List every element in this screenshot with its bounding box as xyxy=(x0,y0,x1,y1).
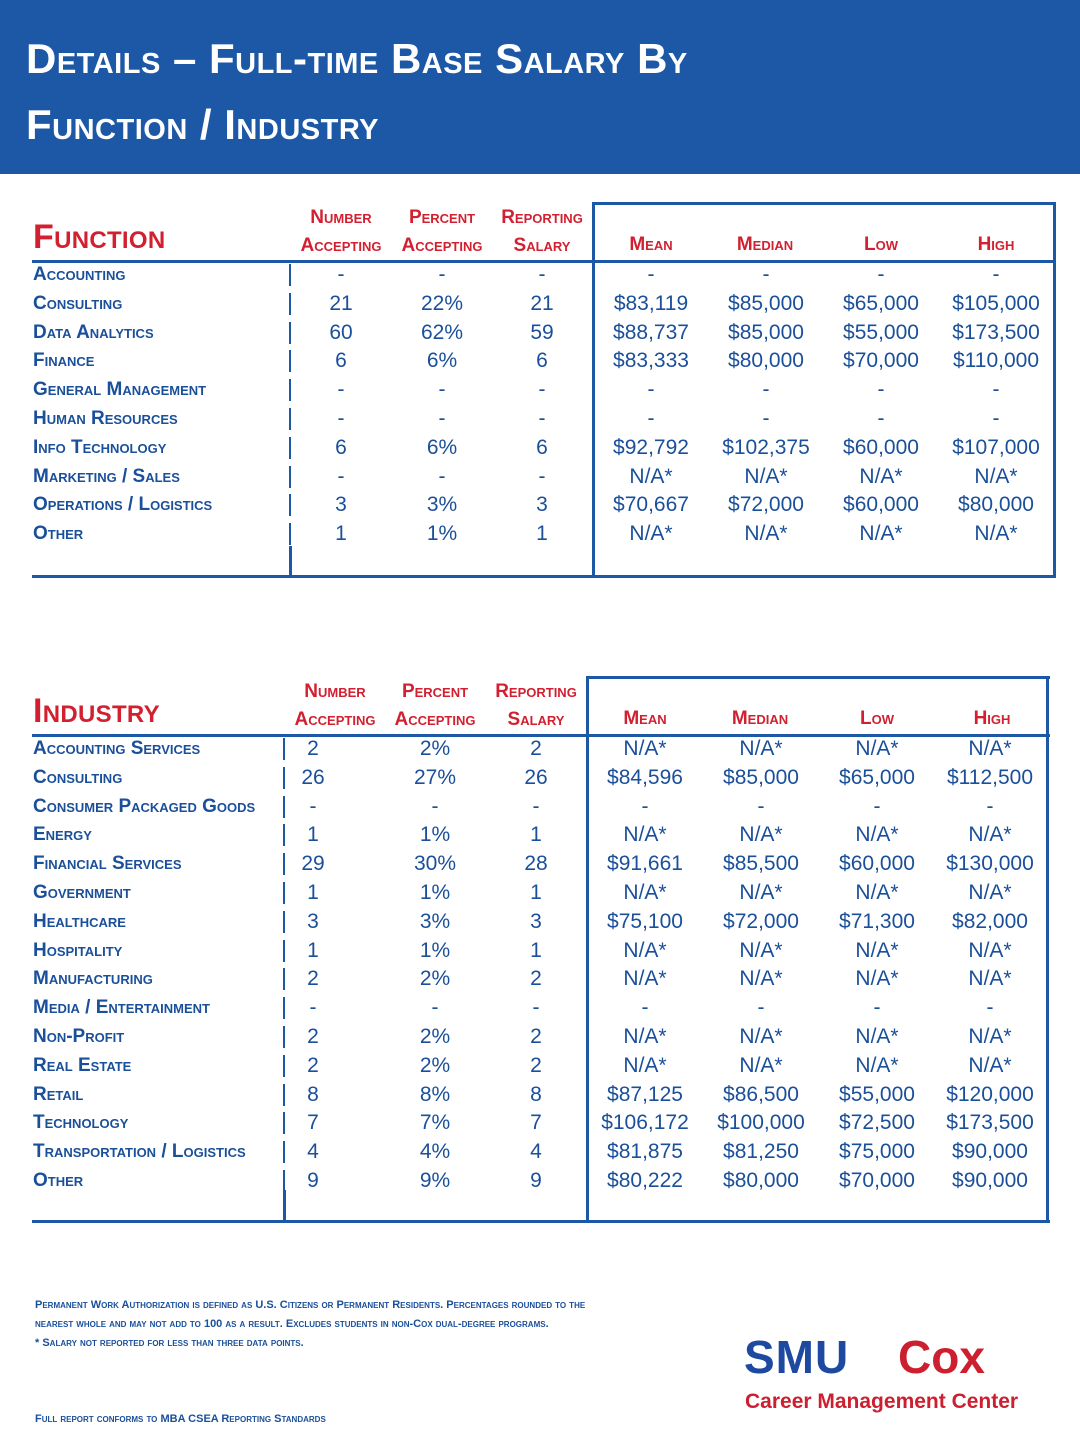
cell-low: - xyxy=(877,407,885,430)
cell-median: $100,000 xyxy=(717,1111,805,1135)
table-row xyxy=(0,1022,1080,1051)
cell-number: - xyxy=(337,464,345,488)
salary-divider-tick xyxy=(586,824,588,846)
cell-number: 6 xyxy=(335,349,347,373)
cell-low: $70,000 xyxy=(843,349,919,373)
cell-low: - xyxy=(877,263,885,286)
cell-number: 2 xyxy=(307,1053,319,1077)
cell-reporting: 6 xyxy=(536,435,548,459)
page-title xyxy=(26,26,688,158)
salary-divider-tick xyxy=(586,738,588,760)
cell-median: $81,250 xyxy=(723,1140,799,1164)
cell-reporting: - xyxy=(532,794,540,818)
table-row xyxy=(0,936,1080,965)
cell-reporting: - xyxy=(532,996,540,1020)
table-row xyxy=(0,490,1080,519)
footnote-authorization: Permanent Work Authorization is defined as U.S. Citizens or Permanent Residents. Percentages rounded to the xyxy=(35,1299,586,1311)
cell-mean: $75,100 xyxy=(607,909,683,933)
salary-divider-tick xyxy=(586,968,588,990)
salary-divider-tick xyxy=(592,494,594,516)
cell-mean: N/A* xyxy=(629,522,673,546)
page-title-line-1: Details – Full-time Base Salary By xyxy=(26,35,688,82)
table-row xyxy=(0,993,1080,1022)
cell-low: N/A* xyxy=(855,881,899,904)
cell-high: N/A* xyxy=(968,737,1012,760)
table-row xyxy=(0,260,1080,289)
table-row xyxy=(0,519,1080,548)
cell-number: - xyxy=(337,378,345,402)
salary-divider-tick xyxy=(592,466,594,488)
bottom-rule xyxy=(32,1220,1050,1223)
cell-median: - xyxy=(757,794,765,818)
cell-number: - xyxy=(337,263,345,286)
cell-number: 21 xyxy=(329,291,353,315)
cell-reporting: 2 xyxy=(530,737,542,760)
row-label: Consulting xyxy=(33,766,123,788)
cell-mean: N/A* xyxy=(623,1053,667,1077)
header-reporting-salary: Reporting Salary xyxy=(495,681,577,730)
salary-divider-tick xyxy=(586,911,588,933)
cell-reporting: - xyxy=(538,464,546,488)
cell-median: $85,000 xyxy=(728,320,804,344)
row-label: General Management xyxy=(33,379,207,401)
cell-number: 1 xyxy=(335,522,347,546)
row-label: Other xyxy=(33,1170,84,1191)
cell-percent: 62% xyxy=(420,320,464,344)
cell-reporting: 3 xyxy=(530,909,542,933)
row-label: Manufacturing xyxy=(33,968,153,990)
row-label: Healthcare xyxy=(33,910,126,932)
cell-percent: 27% xyxy=(413,765,457,789)
salary-divider-tick xyxy=(586,1170,588,1192)
cell-percent: 3% xyxy=(426,493,458,517)
cell-low: $65,000 xyxy=(843,291,919,315)
cell-mean: N/A* xyxy=(623,967,667,991)
salary-divider-tick xyxy=(592,293,594,315)
function-table-title: Function xyxy=(33,218,166,256)
header-number-accepting: Number Accepting xyxy=(294,681,376,730)
cell-high: $105,000 xyxy=(952,291,1040,315)
cell-median: N/A* xyxy=(739,881,783,904)
row-label: Technology xyxy=(33,1112,129,1134)
table-row xyxy=(0,1051,1080,1080)
page-title-line-2: Function / Industry xyxy=(26,101,380,148)
cell-low: N/A* xyxy=(855,938,899,962)
cell-mean: N/A* xyxy=(623,1025,667,1048)
cell-median: $80,000 xyxy=(723,1169,799,1192)
cell-reporting: 1 xyxy=(530,823,542,847)
cell-mean: $87,125 xyxy=(607,1082,683,1106)
row-label: Transportation / Logistics xyxy=(33,1141,246,1163)
row-label: Financial Services xyxy=(33,853,182,875)
table-row xyxy=(0,792,1080,821)
cell-low: - xyxy=(873,996,881,1020)
table-row xyxy=(0,964,1080,993)
cell-low: $72,500 xyxy=(839,1111,915,1135)
cell-mean: $81,875 xyxy=(607,1140,683,1164)
cell-median: N/A* xyxy=(744,522,788,546)
cell-reporting: 4 xyxy=(530,1140,542,1164)
cell-mean: $70,667 xyxy=(613,493,689,517)
cell-reporting: 3 xyxy=(536,493,548,517)
row-label: Other xyxy=(33,523,84,545)
cell-number: 7 xyxy=(307,1111,319,1135)
cell-percent: 3% xyxy=(419,909,451,933)
cell-reporting: 21 xyxy=(530,291,554,315)
cell-median: N/A* xyxy=(739,938,783,962)
cell-mean: - xyxy=(647,407,655,430)
header-number-accepting: Number Accepting xyxy=(300,207,382,256)
salary-divider-tick xyxy=(586,796,588,818)
header-mean: Mean xyxy=(623,708,667,729)
row-label: Retail xyxy=(33,1083,84,1105)
cell-percent: - xyxy=(438,263,446,286)
bottom-rule xyxy=(32,575,1056,578)
cell-high: $82,000 xyxy=(952,909,1028,933)
cell-low: $55,000 xyxy=(839,1082,915,1106)
cell-number: 26 xyxy=(301,765,325,789)
header-high: High xyxy=(973,708,1011,729)
salary-divider-tick xyxy=(586,1084,588,1106)
cell-median: - xyxy=(762,407,770,430)
cell-percent: 9% xyxy=(419,1169,451,1192)
cell-percent: - xyxy=(431,794,439,818)
table-row xyxy=(0,433,1080,462)
cell-median: $72,000 xyxy=(723,909,799,933)
row-label: Accounting xyxy=(33,264,126,285)
cell-high: - xyxy=(992,407,1000,430)
table-row xyxy=(0,907,1080,936)
cell-number: 29 xyxy=(301,852,325,876)
cell-low: $70,000 xyxy=(839,1169,915,1192)
cell-number: 2 xyxy=(307,737,319,760)
cell-median: $85,000 xyxy=(728,291,804,315)
cell-number: - xyxy=(309,794,317,818)
cell-reporting: 7 xyxy=(530,1111,542,1135)
cell-mean: $88,737 xyxy=(613,320,689,344)
table-row xyxy=(0,734,1080,763)
row-label: Consumer Packaged Goods xyxy=(33,795,256,817)
cell-high: N/A* xyxy=(974,522,1018,546)
salary-divider-tick xyxy=(592,322,594,344)
cell-high: N/A* xyxy=(974,464,1018,488)
footnote-salary-threshold: * Salary not reported for less than three data points. xyxy=(35,1337,304,1349)
cell-median: N/A* xyxy=(739,823,783,847)
cell-high: N/A* xyxy=(968,938,1012,962)
salary-divider-tick xyxy=(586,1141,588,1163)
row-label: Human Resources xyxy=(33,408,178,429)
salary-divider-tick xyxy=(592,350,594,372)
cell-median: N/A* xyxy=(739,737,783,760)
cell-reporting: 9 xyxy=(530,1169,542,1192)
cell-high: - xyxy=(986,794,994,818)
header-median: Median xyxy=(731,708,789,729)
cell-median: N/A* xyxy=(739,1053,783,1077)
row-label: Hospitality xyxy=(33,939,123,961)
cell-low: N/A* xyxy=(859,464,903,488)
cell-reporting: 1 xyxy=(530,881,542,904)
cell-percent: 2% xyxy=(419,737,451,760)
salary-divider-tick xyxy=(586,1026,588,1048)
cell-percent: 1% xyxy=(419,938,451,962)
salary-divider-tick xyxy=(592,379,594,401)
cell-high: - xyxy=(992,263,1000,286)
salary-divider-tick xyxy=(586,940,588,962)
cell-high: N/A* xyxy=(968,967,1012,991)
cell-median: $85,500 xyxy=(723,852,799,876)
label-divider-bottom xyxy=(289,546,292,576)
cell-reporting: 1 xyxy=(536,522,548,546)
cell-mean: N/A* xyxy=(629,464,673,488)
header-reporting-salary: Reporting Salary xyxy=(501,207,583,256)
cell-low: N/A* xyxy=(855,737,899,760)
cell-low: $55,000 xyxy=(843,320,919,344)
top-rule xyxy=(592,202,1056,205)
cell-mean: $83,119 xyxy=(613,291,689,315)
cell-low: $75,000 xyxy=(839,1140,915,1164)
cell-median: - xyxy=(762,263,770,286)
cell-median: N/A* xyxy=(739,967,783,991)
cell-high: $130,000 xyxy=(946,852,1034,876)
table-row xyxy=(0,1080,1080,1109)
row-label: Finance xyxy=(33,350,95,372)
salary-divider-tick xyxy=(586,1055,588,1077)
cell-reporting: - xyxy=(538,378,546,402)
cell-percent: - xyxy=(438,378,446,402)
cell-median: $80,000 xyxy=(728,349,804,373)
cell-median: $102,375 xyxy=(722,435,810,459)
function-table xyxy=(0,200,1080,580)
cell-high: - xyxy=(992,378,1000,402)
cell-high: $120,000 xyxy=(946,1082,1034,1106)
cell-high: N/A* xyxy=(968,823,1012,847)
cell-median: N/A* xyxy=(744,464,788,488)
cell-high: $173,500 xyxy=(946,1111,1034,1135)
cell-percent: 4% xyxy=(419,1140,451,1164)
cell-high: $90,000 xyxy=(952,1140,1028,1164)
cell-median: $85,000 xyxy=(723,765,799,789)
cell-mean: $80,222 xyxy=(607,1169,683,1192)
row-label: Energy xyxy=(33,824,92,846)
salary-divider-tick xyxy=(586,1112,588,1134)
cell-number: 60 xyxy=(329,320,353,344)
cell-low: N/A* xyxy=(855,1025,899,1048)
logo-subtitle: Career Management Center xyxy=(745,1390,1019,1413)
cell-number: 3 xyxy=(335,493,347,517)
cell-mean: - xyxy=(647,378,655,402)
cell-mean: - xyxy=(641,996,649,1020)
cell-low: $60,000 xyxy=(839,852,915,876)
cell-percent: 22% xyxy=(420,291,464,315)
cell-low: $65,000 xyxy=(839,765,915,789)
salary-divider-tick xyxy=(592,264,594,286)
cell-percent: 6% xyxy=(426,349,458,373)
cell-median: $86,500 xyxy=(723,1082,799,1106)
logo-cox-text: Cox xyxy=(898,1331,985,1383)
table-row xyxy=(0,878,1080,907)
cell-reporting: 2 xyxy=(530,967,542,991)
table-row xyxy=(0,404,1080,433)
salary-divider-tick xyxy=(592,523,594,545)
cell-number: 8 xyxy=(307,1082,319,1106)
cell-percent: 2% xyxy=(419,1053,451,1077)
cell-mean: N/A* xyxy=(623,823,667,847)
salary-divider-tick xyxy=(586,997,588,1019)
cell-high: $90,000 xyxy=(952,1169,1028,1192)
row-label: Government xyxy=(33,882,131,903)
cell-reporting: - xyxy=(538,263,546,286)
table-row xyxy=(0,820,1080,849)
salary-divider-tick xyxy=(586,853,588,875)
cell-percent: 1% xyxy=(426,522,458,546)
cell-percent: 8% xyxy=(419,1082,451,1106)
cell-percent: 1% xyxy=(419,881,451,904)
table-row xyxy=(0,375,1080,404)
cell-percent: 6% xyxy=(426,435,458,459)
cell-high: N/A* xyxy=(968,881,1012,904)
cell-high: $112,500 xyxy=(946,765,1034,789)
header-percent-accepting: Percent Accepting xyxy=(394,681,476,730)
cell-mean: $92,792 xyxy=(613,435,689,459)
salary-divider-tick xyxy=(592,437,594,459)
table-row xyxy=(0,462,1080,491)
cell-percent: 30% xyxy=(413,852,457,876)
cell-low: $60,000 xyxy=(843,493,919,517)
cell-percent: - xyxy=(438,464,446,488)
cell-mean: N/A* xyxy=(623,737,667,760)
cell-mean: $106,172 xyxy=(601,1111,689,1135)
top-rule xyxy=(586,676,1050,679)
cell-percent: 1% xyxy=(419,823,451,847)
table-row xyxy=(0,1108,1080,1137)
cell-number: - xyxy=(309,996,317,1020)
cell-high: $107,000 xyxy=(952,435,1040,459)
cell-reporting: 28 xyxy=(524,852,548,876)
header-banner xyxy=(0,0,1080,174)
cell-median: - xyxy=(762,378,770,402)
cell-mean: N/A* xyxy=(623,881,667,904)
cell-median: - xyxy=(757,996,765,1020)
cell-number: - xyxy=(337,407,345,430)
cell-mean: $83,333 xyxy=(613,349,689,373)
cell-percent: 7% xyxy=(419,1111,451,1135)
row-label: Data Analytics xyxy=(33,321,154,343)
row-label: Real Estate xyxy=(33,1054,132,1076)
cell-high: $110,000 xyxy=(952,349,1040,373)
row-label: Consulting xyxy=(33,292,123,314)
cell-mean: - xyxy=(647,263,655,286)
industry-table xyxy=(0,674,1080,1226)
cell-reporting: 59 xyxy=(530,320,554,344)
salary-divider-tick xyxy=(586,767,588,789)
cell-reporting: 2 xyxy=(530,1025,542,1048)
cell-low: N/A* xyxy=(855,823,899,847)
table-row xyxy=(0,1166,1080,1195)
cell-low: $71,300 xyxy=(839,909,915,933)
row-label: Operations / Logistics xyxy=(33,494,213,516)
row-label: Accounting Services xyxy=(33,738,201,759)
table-row xyxy=(0,763,1080,792)
row-label: Marketing / Sales xyxy=(33,465,180,487)
cell-low: - xyxy=(877,378,885,402)
cell-reporting: 6 xyxy=(536,349,548,373)
cell-percent: - xyxy=(438,407,446,430)
cell-percent: 2% xyxy=(419,1025,451,1048)
cell-reporting: - xyxy=(538,407,546,430)
header-percent-accepting: Percent Accepting xyxy=(401,207,483,256)
cell-high: N/A* xyxy=(968,1025,1012,1048)
cell-number: 1 xyxy=(307,881,319,904)
table-row xyxy=(0,1137,1080,1166)
footnote-rounding: nearest whole and may not add to 100 as a result. Excludes students in non-Cox dual-degree programs. xyxy=(35,1318,549,1330)
cell-mean: N/A* xyxy=(623,938,667,962)
cell-number: 6 xyxy=(335,435,347,459)
cell-high: $173,500 xyxy=(952,320,1040,344)
footnote-standards: Full report conforms to MBA CSEA Reporting Standards xyxy=(35,1413,326,1425)
cell-number: 2 xyxy=(307,967,319,991)
cell-number: 4 xyxy=(307,1140,319,1164)
cell-number: 3 xyxy=(307,909,319,933)
table-row xyxy=(0,849,1080,878)
salary-divider-tick xyxy=(592,408,594,430)
cell-mean: - xyxy=(641,794,649,818)
row-label: Media / Entertainment xyxy=(33,997,210,1019)
header-low: Low xyxy=(864,234,898,255)
table-row xyxy=(0,318,1080,347)
salary-divider-tick xyxy=(586,882,588,904)
cell-low: - xyxy=(873,794,881,818)
table-row xyxy=(0,346,1080,375)
cell-median: N/A* xyxy=(739,1025,783,1048)
row-label: Info Technology xyxy=(33,436,167,458)
cell-mean: $91,661 xyxy=(607,852,683,876)
cell-high: N/A* xyxy=(968,1053,1012,1077)
cell-percent: 2% xyxy=(419,967,451,991)
header-median: Median xyxy=(736,234,794,255)
table-row xyxy=(0,289,1080,318)
cell-median: $72,000 xyxy=(728,493,804,517)
cell-reporting: 1 xyxy=(530,938,542,962)
row-label: Non-Profit xyxy=(33,1026,125,1047)
industry-table-title: Industry xyxy=(33,692,160,730)
cell-low: $60,000 xyxy=(843,435,919,459)
cell-reporting: 8 xyxy=(530,1082,542,1106)
logo-smu-text: SMU xyxy=(744,1331,850,1383)
cell-high: - xyxy=(986,996,994,1020)
cell-reporting: 2 xyxy=(530,1053,542,1077)
header-high: High xyxy=(977,234,1015,255)
cell-low: N/A* xyxy=(855,1053,899,1077)
cell-number: 1 xyxy=(307,938,319,962)
cell-number: 2 xyxy=(307,1025,319,1048)
cell-low: N/A* xyxy=(855,967,899,991)
cell-number: 1 xyxy=(307,823,319,847)
cell-reporting: 26 xyxy=(524,765,548,789)
cell-high: $80,000 xyxy=(958,493,1034,517)
header-mean: Mean xyxy=(629,234,673,255)
header-low: Low xyxy=(860,708,894,729)
cell-number: 9 xyxy=(307,1169,319,1192)
cell-low: N/A* xyxy=(859,522,903,546)
cell-mean: $84,596 xyxy=(607,765,683,789)
cell-percent: - xyxy=(431,996,439,1020)
